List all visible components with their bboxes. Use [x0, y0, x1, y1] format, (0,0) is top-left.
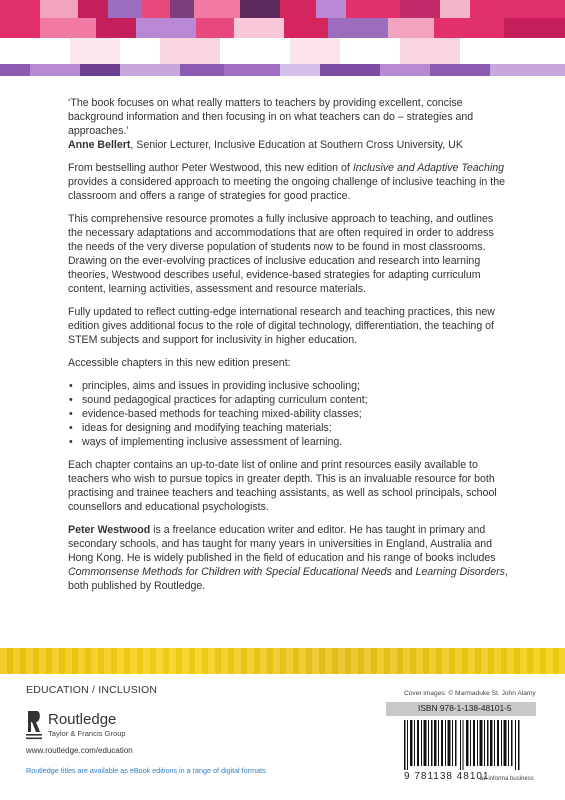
list-item: • evidence-based methods for teaching mixed-ability classes;	[68, 407, 508, 421]
yellow-color-band	[0, 648, 565, 674]
book-title: Inclusive and Adaptive Teaching	[352, 162, 504, 174]
back-cover-copy	[68, 96, 508, 602]
bio-text-2: and	[391, 566, 416, 578]
chapters-intro: Accessible chapters in this new edition present:	[68, 357, 291, 369]
quote-author: Anne Bellert	[68, 139, 131, 151]
author-name: Peter Westwood	[68, 524, 151, 536]
informa-tagline: an informa business	[480, 776, 534, 782]
routledge-logo	[26, 710, 176, 740]
bio-book-2: Learning Disorders	[415, 566, 505, 578]
intro-text-after: provides a considered approach to meeting the ongoing challenge of inclusive teaching in the classroom and offers a range of strategies for good practice.	[68, 176, 505, 202]
ebook-note: Routledge titles are available as eBook editions in a range of digital formats	[26, 766, 266, 775]
bio-book-1: Commonsense Methods for Children with Special Educational Needs	[68, 566, 392, 578]
subject-category: EDUCATION / INCLUSION	[26, 684, 158, 696]
isbn-number: ISBN 978-1-138-48101-5	[418, 703, 512, 713]
quote-affiliation: , Senior Lecturer, Inclusive Education at Southern Cross University, UK	[130, 139, 463, 151]
top-color-band	[0, 0, 565, 78]
cover-image-credit: Cover images: © Marmaduke St. John Alamy	[404, 690, 536, 697]
description-paragraph: This comprehensive resource promotes a fully inclusive approach to teaching, and outlines the necessary adaptations and accommodations that are often required in order to address the needs of the very diverse population of students now to be found in most classrooms. Drawing on the ever-evolving practices of inclusive education and research into learning theories, Westwood describes useful, evidence-based strategies for adapting curriculum content, learning activities, assessment and resource materials.	[68, 213, 494, 295]
intro-paragraph	[68, 161, 508, 203]
intro-text-before: From bestselling author Peter Westwood, this new edition of	[68, 162, 353, 174]
list-item: • ways of implementing inclusive assessment of learning.	[68, 435, 508, 449]
barcode-icon	[404, 720, 520, 770]
resources-paragraph: Each chapter contains an up-to-date list of online and print resources easily available to teachers who wish to pursue topics in greater depth. This is an invaluable resource for both practising and trainee teachers and teaching assistants, as well as school principals, school counsellors and educational psychologists.	[68, 459, 497, 513]
cover-footer	[0, 674, 565, 800]
chapter-list	[68, 379, 508, 449]
list-item: • sound pedagogical practices for adapting curriculum content;	[68, 393, 508, 407]
bio-text-3: , both published by Routledge.	[68, 566, 508, 592]
bio-text-1: is a freelance education writer and editor. He has taught in primary and secondary schools, and has taught for many years in universities in England, Australia and Hong Kong. He is widely published in the field of education and his range of books includes	[68, 524, 496, 564]
barcode-digits: 9 781138 48101	[404, 771, 490, 782]
quote-text: ‘The book focuses on what really matters to teachers by providing excellent, concise background information and then focusing in on what teachers can do – strategies and approaches.’	[68, 97, 474, 137]
list-item: • principles, aims and issues in providing inclusive schooling;	[68, 379, 508, 393]
list-item: • ideas for designing and modifying teaching materials;	[68, 421, 508, 435]
endorsement-quote	[68, 96, 508, 152]
update-paragraph: Fully updated to reflect cutting-edge international research and teaching practices, this new edition gives additional focus to the role of digital technology, differentiation, the teaching of STEM subjects and support for inclusivity in higher education.	[68, 306, 495, 346]
routledge-mark-icon	[26, 710, 42, 740]
publisher-name: Routledge	[48, 711, 117, 728]
publisher-group: Taylor & Francis Group	[48, 729, 126, 738]
author-bio	[68, 523, 508, 593]
publisher-website[interactable]: www.routledge.com/education	[26, 746, 133, 755]
